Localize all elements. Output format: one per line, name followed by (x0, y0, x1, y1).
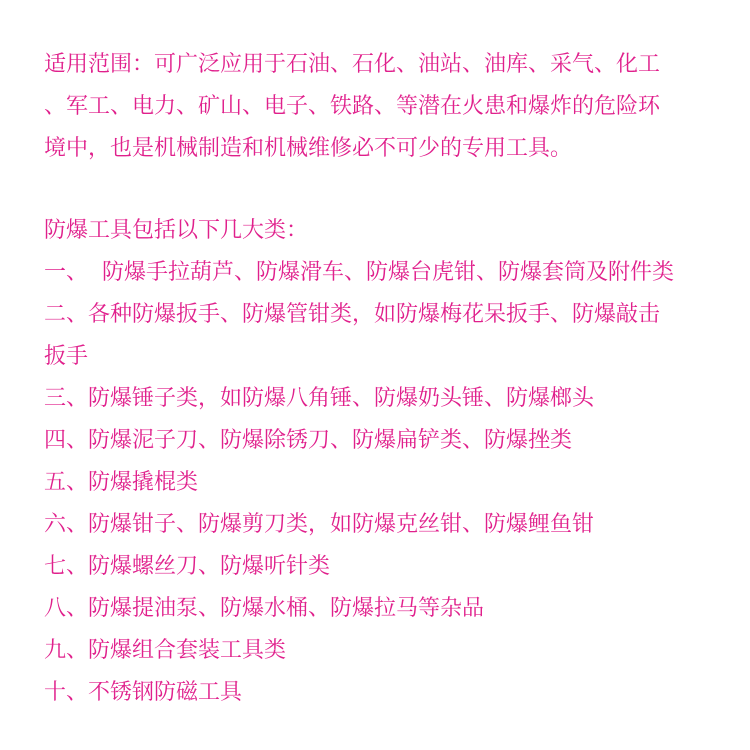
scope-line: 适用范围：可广泛应用于石油、石化、油站、油库、采气、化工 (44, 52, 661, 77)
list-item (44, 546, 720, 588)
item-number: 一、 (44, 260, 89, 285)
item-number: 五、 (44, 470, 89, 495)
scope-line: 、军工、电力、矿山、电子、铁路、等潜在火患和爆炸的危险环 (44, 94, 661, 119)
list-item (44, 420, 720, 462)
list-item (44, 252, 720, 294)
list-item (44, 462, 720, 504)
item-text: 防爆撬棍类 (88, 470, 199, 495)
item-number: 三、 (44, 386, 89, 411)
item-number: 八、 (44, 596, 89, 621)
categories-section (44, 210, 720, 714)
scope-paragraph (44, 44, 720, 170)
item-text: 防爆螺丝刀、防爆听针类 (88, 554, 331, 579)
item-number: 九、 (44, 638, 89, 663)
list-item (44, 588, 720, 630)
item-text: 各种防爆扳手、防爆管钳类，如防爆梅花呆扳手、防爆敲击 (88, 302, 661, 327)
list-item (44, 378, 720, 420)
item-text: 不锈钢防磁工具 (88, 680, 243, 705)
item-number: 七、 (44, 554, 89, 579)
scope-line: 境中，也是机械制造和机械维修必不可少的专用工具。 (44, 136, 573, 161)
item-number: 十、 (44, 680, 89, 705)
list-item (44, 672, 720, 714)
item-text: 防爆锤子类，如防爆八角锤、防爆奶头锤、防爆榔头 (88, 386, 595, 411)
item-text: 防爆手拉葫芦、防爆滑车、防爆台虎钳、防爆套筒及附件类 (102, 260, 675, 285)
item-text: 防爆提油泵、防爆水桶、防爆拉马等杂品 (88, 596, 485, 621)
item-number: 四、 (44, 428, 89, 453)
list-item (44, 504, 720, 546)
item-number: 六、 (44, 512, 89, 537)
item-number: 二、 (44, 302, 89, 327)
category-list (44, 252, 720, 714)
list-item (44, 294, 720, 378)
categories-heading: 防爆工具包括以下几大类： (44, 218, 309, 243)
item-text-continuation: 扳手 (44, 344, 89, 369)
item-text: 防爆泥子刀、防爆除锈刀、防爆扁铲类、防爆挫类 (88, 428, 573, 453)
item-text: 防爆组合套装工具类 (88, 638, 287, 663)
item-text: 防爆钳子、防爆剪刀类，如防爆克丝钳、防爆鲤鱼钳 (88, 512, 595, 537)
list-item (44, 630, 720, 672)
